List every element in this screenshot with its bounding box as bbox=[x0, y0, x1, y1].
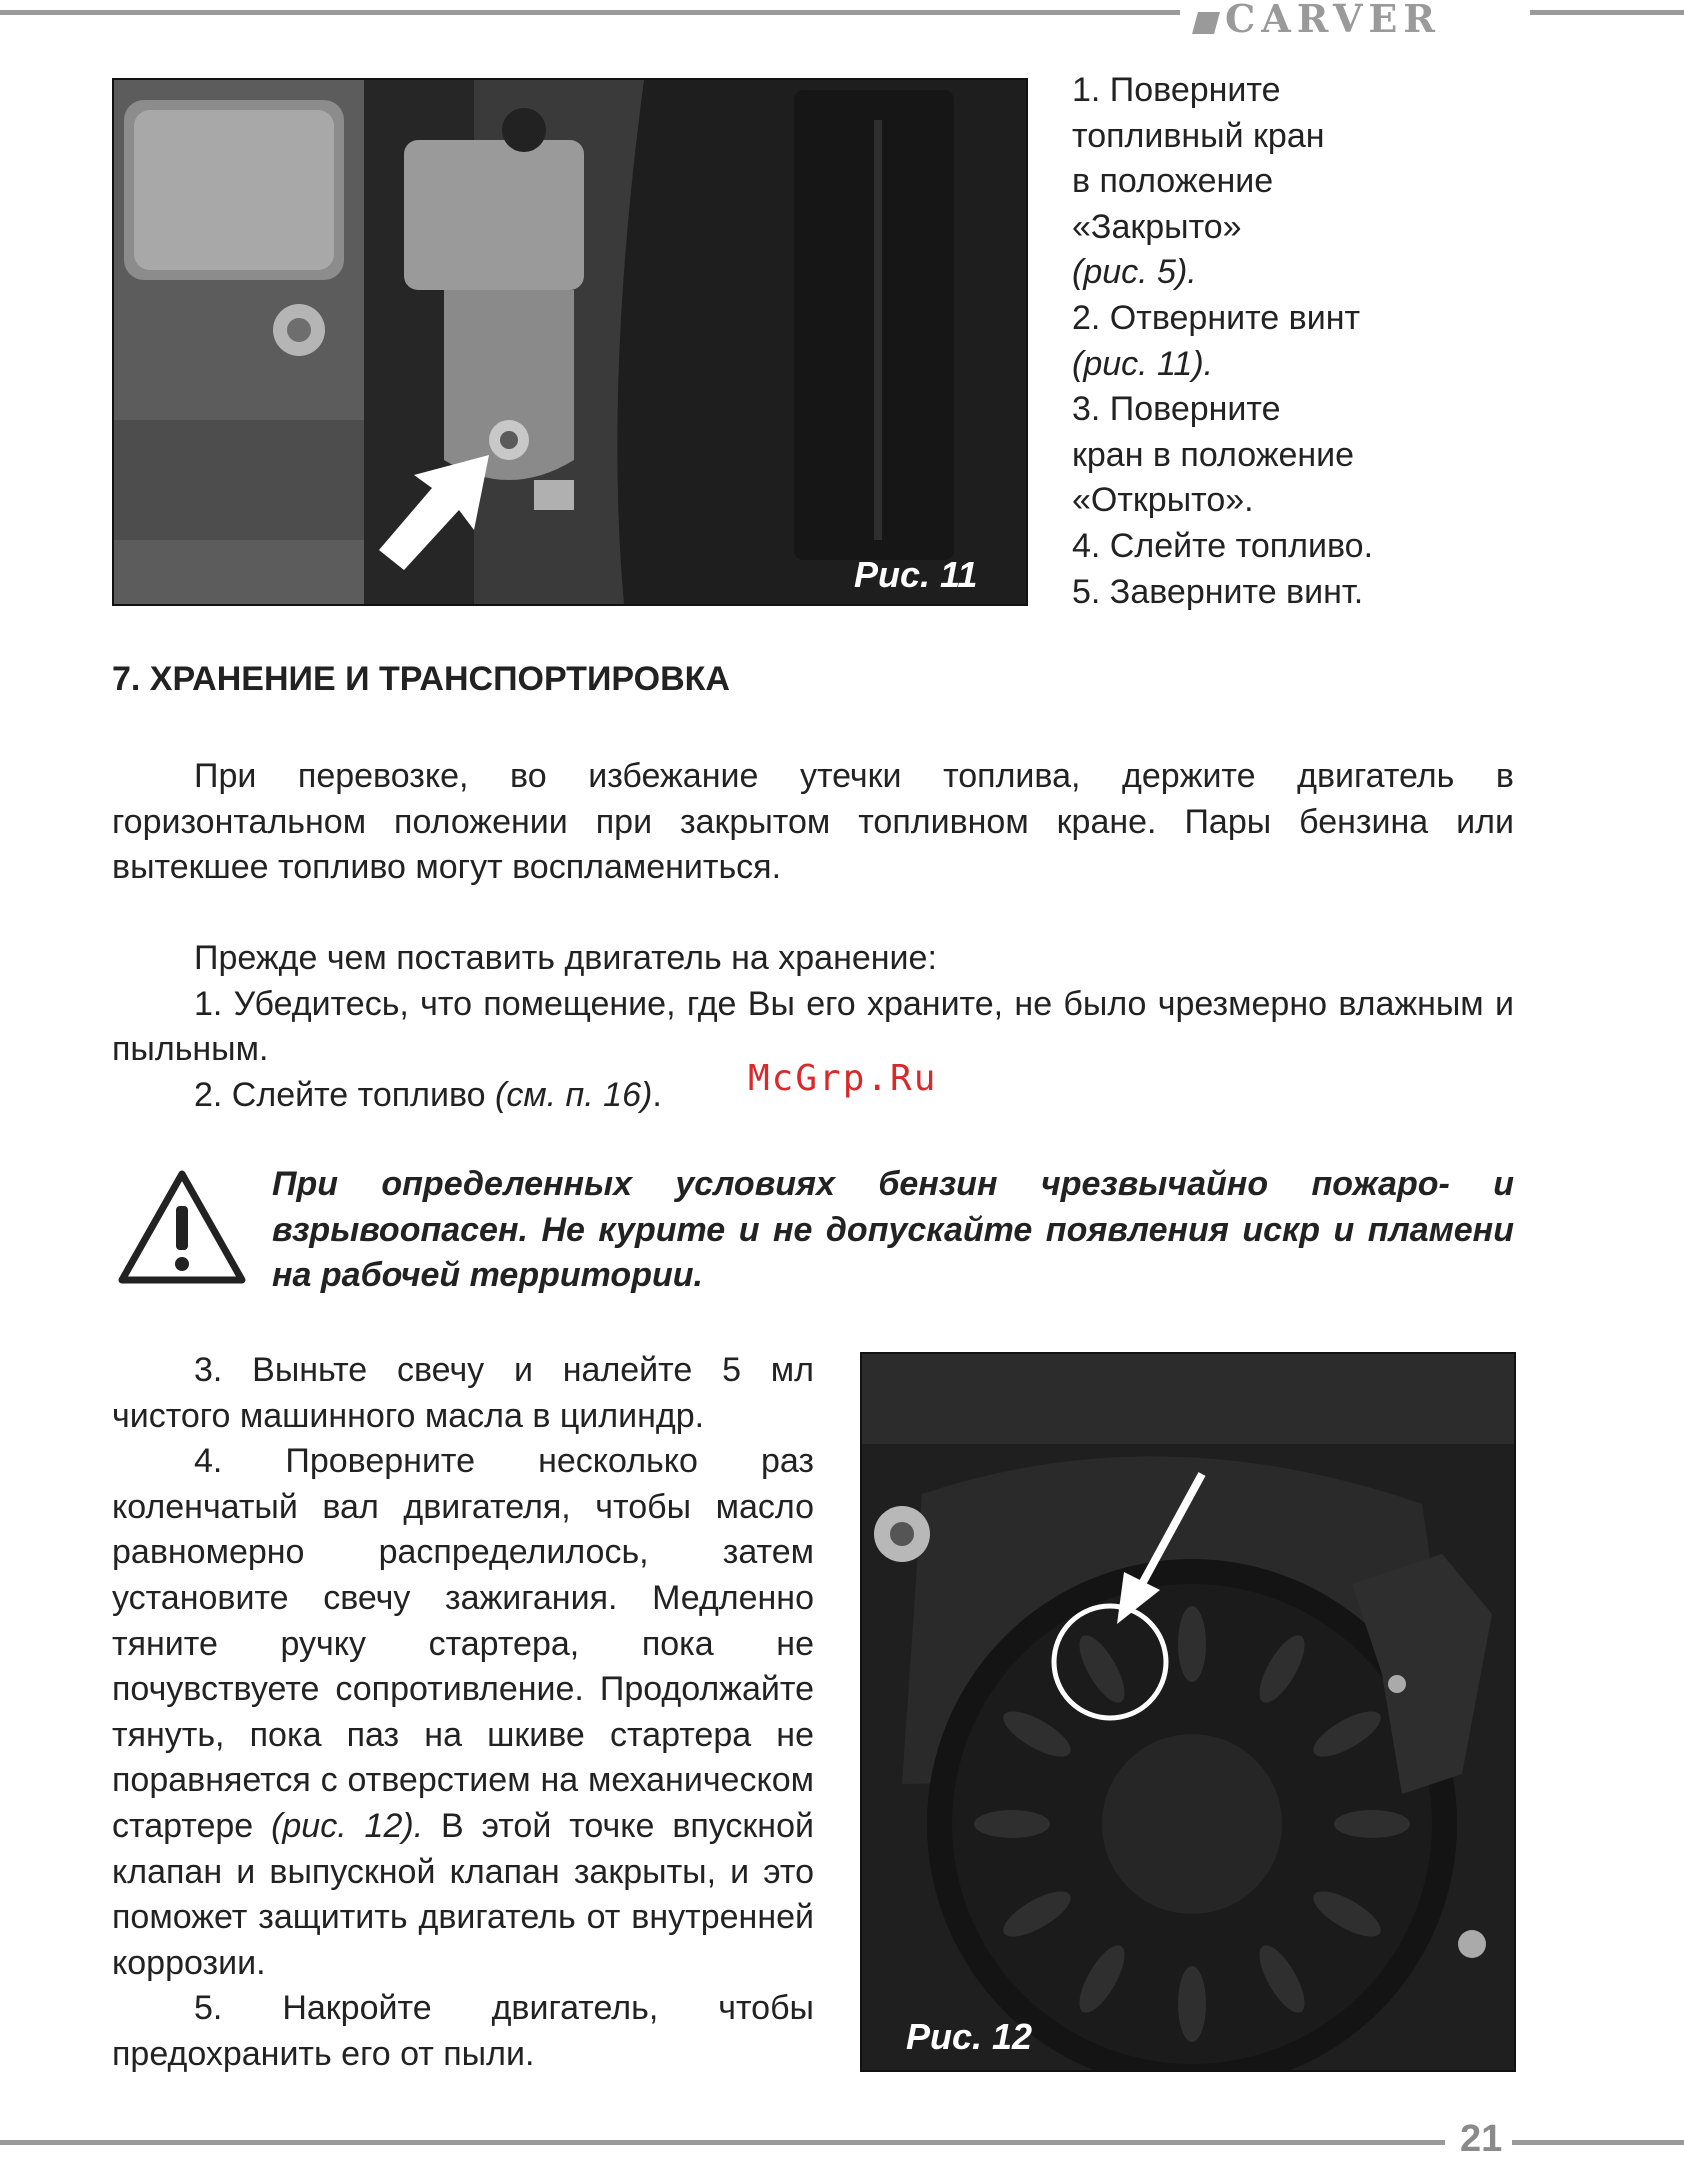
step-line: 1. Поверните bbox=[1072, 71, 1281, 109]
step-line: 5. Заверните винт. bbox=[1072, 572, 1364, 611]
figure-12-photo bbox=[860, 1352, 1516, 2072]
footer-rule-right bbox=[1512, 2140, 1684, 2145]
brand-name: CARVER bbox=[1225, 0, 1441, 41]
storage-intro: Прежде чем поставить двигатель на хранение: bbox=[194, 939, 937, 977]
storage-item-2-end: . bbox=[652, 1075, 662, 1114]
step-line: 4. Слейте топливо. bbox=[1072, 526, 1374, 565]
watermark: McGrp.Ru bbox=[748, 1058, 938, 1099]
step-line: «Открыто». bbox=[1072, 481, 1254, 520]
transport-text: При перевозке, во избежание утечки топлива, держите двигатель в горизонтальном положении при закрытом топливном кране. Пары бензина или вытекшее топливо могут воспламениться. bbox=[112, 757, 1514, 887]
step-line: топливный кран bbox=[1072, 116, 1325, 155]
step-line: 3. Поверните bbox=[1072, 390, 1281, 429]
warning-triangle-icon bbox=[116, 1168, 248, 1286]
step-line: «Закрыто» bbox=[1072, 207, 1242, 246]
footer-rule-left bbox=[0, 2140, 1445, 2145]
storage-item-2-text: 2. Слейте топливо bbox=[194, 1075, 496, 1114]
fuel-drain-steps bbox=[1072, 68, 1373, 615]
brand-logo bbox=[1195, 0, 1441, 41]
header-rule-right bbox=[1530, 10, 1684, 15]
figure-11-caption: Рис. 11 bbox=[854, 554, 978, 595]
step-line: кран в положение bbox=[1072, 435, 1355, 474]
step-line-reference: (рис. 11). bbox=[1072, 344, 1214, 383]
transport-paragraph bbox=[112, 754, 1514, 891]
brand-mark-icon bbox=[1192, 12, 1220, 34]
engine-carburetor-illustration bbox=[114, 80, 1026, 604]
storage-item-1: 1. Убедитесь, что помещение, где Вы его храните, не было чрезмерно влажным и пыльным. bbox=[112, 984, 1514, 1069]
figure-12-caption: Рис. 12 bbox=[906, 2016, 1033, 2057]
storage-item-4-ref: (рис. 12). bbox=[271, 1806, 424, 1845]
step-line-reference: (рис. 5). bbox=[1072, 253, 1197, 292]
header-rule-left bbox=[0, 10, 1180, 15]
page-number: 21 bbox=[1460, 2118, 1503, 2160]
step-line: 2. Отверните винт bbox=[1072, 298, 1361, 337]
warning-text: При определенных условиях бензин чрезвычайно пожаро- и взрывоопасен. Не курите и не допускайте появления искр и пламени на рабочей территории. bbox=[272, 1165, 1514, 1295]
figure-11-photo bbox=[112, 78, 1028, 606]
step-line: в положение bbox=[1072, 162, 1274, 201]
storage-item-4-text-end: В этой точке впускной клапан и выпускной клапан закрыты, и это поможет защитить двигатель от внутренней коррозии. bbox=[112, 1806, 814, 1982]
section-heading: 7. ХРАНЕНИЕ И ТРАНСПОРТИРОВКА bbox=[112, 660, 730, 698]
storage-item-3: 3. Выньте свечу и налейте 5 мл чистого машинного масла в цилиндр. bbox=[112, 1351, 814, 1435]
storage-item-4-text: 4. Проверните несколько раз коленчатый вал двигателя, чтобы масло равномерно распределилось, затем установите свечу зажигания. Медленно тяните ручку стартера, пока не почувствуете сопротивление. Продолжайте тянуть, пока паз на шкиве стартера не поравняется с отверстием на механическом стартере bbox=[112, 1442, 814, 1845]
storage-item-4 bbox=[112, 1439, 814, 1986]
storage-item-5: 5. Накройте двигатель, чтобы предохранить его от пыли. bbox=[112, 1989, 814, 2073]
storage-item-2-ref: (см. п. 16) bbox=[495, 1075, 653, 1114]
recoil-starter-illustration bbox=[862, 1354, 1514, 2070]
storage-steps-column bbox=[112, 1348, 814, 2078]
